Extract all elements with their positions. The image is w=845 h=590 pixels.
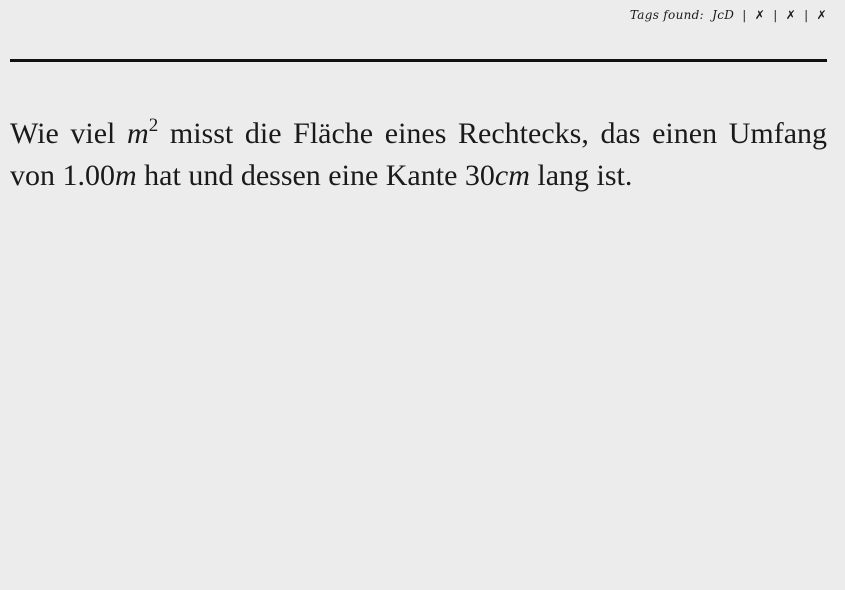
math-unit-m: m [127, 117, 149, 150]
tag-separator: | [773, 8, 778, 22]
perimeter-value: 1.00 [62, 159, 115, 192]
tag-found: JcD [712, 8, 735, 22]
tags-found-line [630, 8, 827, 22]
question-part-3: hat und dessen eine Kante [136, 159, 465, 192]
tag-separator: | [742, 8, 747, 22]
tag-separator: | [804, 8, 809, 22]
cross-icon: ✗ [816, 8, 827, 22]
question-part-1: Wie viel [10, 117, 128, 150]
edge-value: 30 [464, 159, 495, 192]
math-unit-m-perimeter: m [115, 159, 137, 192]
question-part-2: misst die Fläche eines Rechtecks, das einen Umfang von [10, 117, 828, 192]
cross-icon: ✗ [754, 8, 766, 22]
math-exponent: 2 [148, 115, 159, 136]
header-divider [10, 59, 827, 62]
question-part-4: lang ist. [529, 159, 633, 192]
cross-icon: ✗ [785, 8, 797, 22]
tags-label: Tags found: [629, 8, 704, 22]
math-unit-cm: cm [494, 159, 530, 192]
question-text [10, 113, 827, 197]
